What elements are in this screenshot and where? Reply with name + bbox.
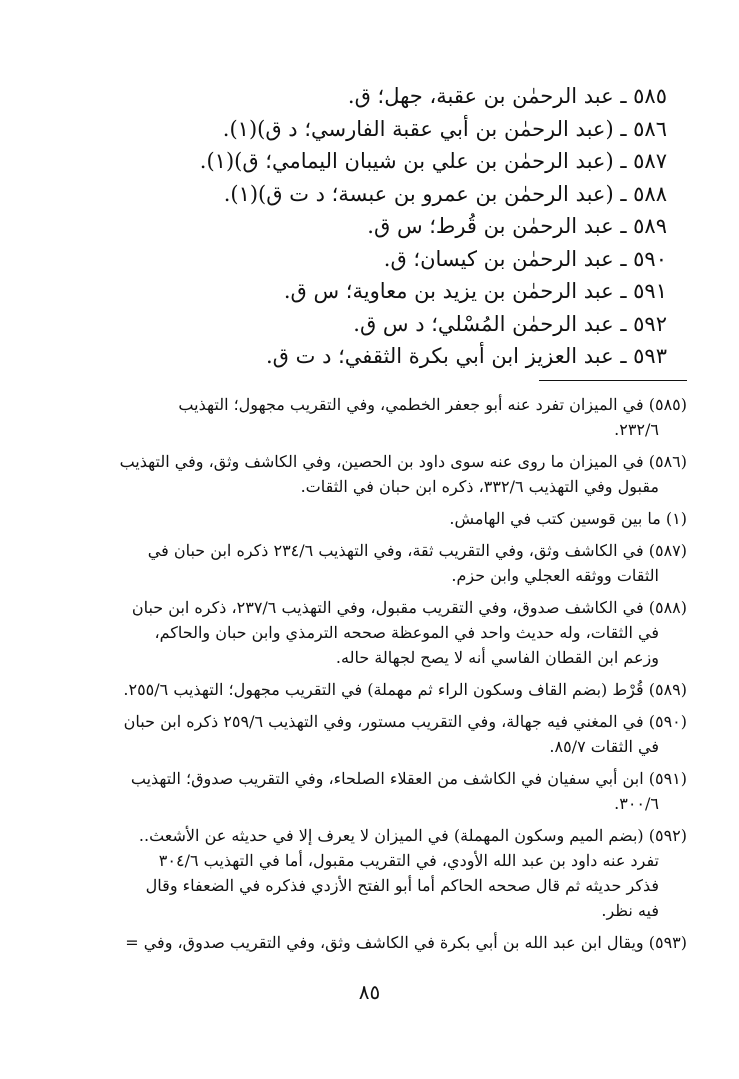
footnote-line: (٥٩٣) ويقال ابن عبد الله بن أبي بكرة في الكاشف وثق، وفي التقريب صدوق، وفي = bbox=[125, 933, 687, 952]
footnote-line: (٥٨٦) في الميزان ما روى عنه سوى داود بن الحصين، وفي الكاشف وثق، وفي التهذيب bbox=[119, 452, 687, 471]
footnote-line: (٥٨٥) في الميزان تفرد عنه أبو جعفر الخطمي، وفي التقريب مجهول؛ التهذيب bbox=[178, 395, 687, 414]
footnote-585 bbox=[54, 392, 687, 442]
footnote-590 bbox=[54, 709, 687, 759]
footnote-line: فيه نظر. bbox=[601, 901, 659, 920]
narrator-entry: ٥٩٢ ـ عبد الرحمٰن المُسْلي؛ د س ق. bbox=[353, 311, 667, 336]
footnote-line: (٥٩٢) (بضم الميم وسكون المهملة) في الميزان لا يعرف إلا في حديثه عن الأشعث.. bbox=[138, 826, 687, 845]
footnote-line: في الثقات ٨٥/٧. bbox=[549, 737, 659, 756]
footnote-line: (١) ما بين قوسين كتب في الهامش. bbox=[449, 509, 687, 528]
footnote-586 bbox=[54, 449, 687, 499]
footnote-588 bbox=[54, 595, 687, 670]
footnote-line: (٥٩١) ابن أبي سفيان في الكاشف من العقلاء الصلحاء، وفي التقريب صدوق؛ التهذيب bbox=[130, 769, 687, 788]
narrator-entry: ٥٩٣ ـ عبد العزيز ابن أبي بكرة الثقفي؛ د ت ق. bbox=[266, 344, 667, 368]
footnotes bbox=[54, 392, 687, 962]
footnote-line: فذكر حديثه ثم قال صححه الحاكم أما أبو الفتح الأزدي فذكره في الضعفاء وقال bbox=[145, 876, 659, 895]
footnote-line: (٥٨٩) قُرْط (بضم القاف وسكون الراء ثم مهملة) في التقريب مجهول؛ التهذيب ٢٥٥/٦. bbox=[123, 680, 687, 699]
footnote-line: الثقات ووثقه العجلي وابن حزم. bbox=[451, 566, 659, 585]
footnote-592 bbox=[54, 823, 687, 923]
narrator-entry: ٥٩٠ ـ عبد الرحمٰن بن كيسان؛ ق. bbox=[383, 246, 667, 271]
footnote-line: مقبول وفي التهذيب ٣٣٢/٦، ذكره ابن حبان في الثقات. bbox=[300, 477, 659, 496]
narrator-entry: ٥٨٩ ـ عبد الرحمٰن بن قُرط؛ س ق. bbox=[367, 214, 667, 238]
footnote-591 bbox=[54, 766, 687, 816]
footnote-line: تفرد عنه داود بن عبد الله الأودي، في التقريب مقبول، أما في التهذيب ٣٠٤/٦ bbox=[158, 851, 659, 870]
footnote-587 bbox=[54, 538, 687, 588]
narrator-entry: ٥٨٨ ـ (عبد الرحمٰن بن عمرو بن عبسة؛ د ت ق)(١). bbox=[223, 181, 667, 206]
footnote-line: (٥٨٨) في الكاشف صدوق، وفي التقريب مقبول، وفي التهذيب ٢٣٧/٦، ذكره ابن حبان bbox=[131, 598, 687, 617]
footnote-line: في الثقات، وله حديث واحد في الموعظة صححه الترمذي وابن حبان والحاكم، bbox=[154, 623, 659, 642]
narrator-entry: ٥٨٧ ـ (عبد الرحمٰن بن علي بن شيبان اليمامي؛ ق)(١). bbox=[199, 149, 667, 173]
footnote-589 bbox=[54, 677, 687, 702]
narrator-entry: ٥٩١ ـ عبد الرحمٰن بن يزيد بن معاوية؛ س ق. bbox=[283, 279, 667, 303]
footnote-separator bbox=[539, 380, 687, 381]
footnote-line: ٢٣٢/٦. bbox=[614, 420, 659, 439]
footnote-593 bbox=[54, 930, 687, 955]
narrator-entry: ٥٨٦ ـ (عبد الرحمٰن بن أبي عقبة الفارسي؛ د ق)(١). bbox=[222, 116, 667, 141]
narrator-entry: ٥٨٥ ـ عبد الرحمٰن بن عقبة، جهل؛ ق. bbox=[347, 84, 667, 108]
footnote-margin-note bbox=[54, 506, 687, 531]
page-number: ٨٥ bbox=[358, 980, 381, 1004]
footnote-line: ٣٠٠/٦. bbox=[614, 794, 659, 813]
footnote-line: وزعم ابن القطان الفاسي أنه لا يصح لجهالة حاله. bbox=[335, 648, 659, 667]
footnote-line: (٥٩٠) في المغني فيه جهالة، وفي التقريب مستور، وفي التهذيب ٢٥٩/٦ ذكره ابن حبان bbox=[123, 712, 687, 731]
footnote-line: (٥٨٧) في الكاشف وثق، وفي التقريب ثقة، وفي التهذيب ٢٣٤/٦ ذكره ابن حبان في bbox=[147, 541, 687, 560]
narrator-list bbox=[60, 80, 679, 373]
